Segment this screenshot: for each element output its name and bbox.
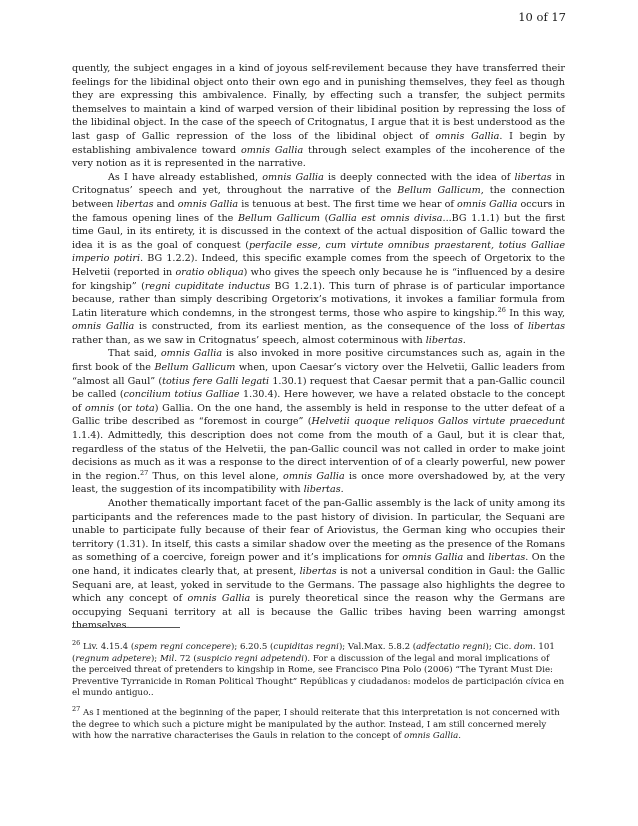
- text-run: As I have already established,: [108, 171, 263, 183]
- page-number: 10 of 17: [518, 10, 566, 24]
- footnote-marker: 27: [72, 705, 81, 714]
- body-paragraph: [72, 62, 565, 171]
- text-run: is constructed, from its earliest mention, as the consequence of the loss of: [134, 321, 528, 333]
- text-run: is not a universal condition in Gaul: the Gallic Sequani are, at least, yoked in servitude to the Germans. The passage also highlights the degree to which any concept of: [72, 565, 565, 605]
- text-run: .: [340, 484, 344, 496]
- text-run: 1.30.4). Here however, we have a related obstacle to the concept of: [72, 389, 565, 414]
- italic-text: omnis Gallia: [262, 171, 324, 183]
- text-run: As I mentioned at the beginning of the paper, I should reiterate that this interpretation is not concerned with the degree to which such a picture might be manipulated by the author. Instead, I am still concerned merely with how the narrative characterises the Gauls in relation to the concept of: [72, 707, 560, 742]
- italic-text: omnis Gallia: [240, 144, 304, 156]
- text-run: when, upon Caesar’s victory over the Helvetii, Gallic leaders from “almost all Gaul” (: [72, 362, 565, 387]
- text-run: is deeply connected with the idea of: [323, 171, 515, 183]
- italic-text: Gallia est omnis divisa: [328, 212, 443, 224]
- text-run: quently, the subject engages in a kind of joyous self-revilement because they have transferred their feelings for the libidinal object onto their own ego and in punishing themselves, they feel as though they are expressing this ambivalence. Finally, by effecting such a transfer, the subject permits themselves to maintain a kind of warped version of their libidinal position by repressing the loss of the libidinal object. In the case of the speech of Critognatus, I argue that it is best understood as the last gasp of Gallic repression of the loss of the libidinal object of: [72, 63, 565, 142]
- footnotes: [72, 639, 565, 751]
- text-run: in Critognatus’ speech and yet, throughout the narrative of the: [72, 171, 565, 197]
- footnote: [72, 639, 565, 700]
- text-run: That said,: [108, 348, 161, 360]
- italic-text: libertas: [299, 565, 337, 577]
- text-run: 101 (: [72, 642, 555, 664]
- text-run: 1.30.1) request that Caesar permit that a pan-Gallic council be called (: [72, 375, 565, 401]
- text-run: .: [458, 731, 461, 742]
- italic-text: omnis Gallia: [283, 470, 345, 482]
- text-run: 72 (: [176, 653, 197, 664]
- text-run: ...BG 1.1.1) but the first time Gaul, in its entirety, it is discussed in the context of the actual disposition of Gallic toward the idea it is as the goal of conquest (: [72, 212, 565, 251]
- text-run: occurs in the famous opening lines of the: [72, 198, 565, 224]
- text-run: ) who gives the speech only because he is “influenced by a desire for kingship” (: [72, 266, 565, 292]
- text-run: . On the one hand, it indicates clearly that, at present,: [72, 552, 566, 577]
- italic-text: regni cupiditate inductus: [144, 280, 271, 292]
- body-paragraph: [72, 171, 565, 348]
- footnote: [72, 705, 565, 743]
- italic-text: libertas: [527, 321, 565, 333]
- italic-text: omnis Gallia: [456, 198, 518, 210]
- italic-text: omnis Gallia: [187, 593, 251, 605]
- italic-text: concilium totius Galliae: [123, 389, 240, 401]
- italic-text: libertas: [303, 484, 341, 496]
- italic-text: perfacile esse, cum virtute omnibus praestarent, totius Galliae imperio potiri.: [72, 239, 565, 265]
- text-run: ); 6.20.5 (: [230, 642, 274, 652]
- text-run: , the connection between: [72, 185, 565, 210]
- italic-text: omnis Gallia: [435, 130, 500, 142]
- italic-text: dom.: [514, 642, 536, 652]
- text-run: BG 1.2.2). Indeed, this specific example comes from the speech of Orgetorix to the Helvetii (reported in: [72, 253, 565, 278]
- text-run: );: [150, 653, 160, 664]
- italic-text: libertas: [425, 334, 463, 346]
- text-run: ). For a discussion of the legal and moral implications of the perceived threat of pretenders to kingship in Rome, see Francisco Pina Polo (2006) “The Tyrant Must Die: Preventive Tyrranicide in Roman Political Thought” Repúblicas y ciudadanos: modelos de participación cívica en el mundo antiguo..: [72, 653, 565, 699]
- text-run: ); Val.Max. 5.8.2 (: [338, 642, 417, 652]
- italic-text: tota: [135, 402, 155, 414]
- text-run: rather than, as we saw in Critognatus’ speech, almost coterminous with: [72, 334, 426, 346]
- text-run: Thus, on this level alone,: [148, 470, 284, 482]
- italic-text: adfectatio regni: [416, 642, 486, 652]
- italic-text: libertas: [514, 171, 552, 183]
- text-run: is tenuous at best. The first time we hear of: [238, 198, 457, 210]
- text-run: Another thematically important facet of the pan-Gallic assembly is the lack of unity among its participants and the references made to the past history of division. In particular, the Sequani are unable to participate fully because of their fear of Ariovistus, the German king who occupies their territory (1.31). In itself, this casts a similar shadow over the meeting as the presence of the Romans as something of a coercive, foreign power and it’s implications for: [72, 498, 565, 564]
- italic-text: libertas: [116, 198, 154, 210]
- italic-text: spem regni concepere: [134, 642, 231, 652]
- text-run: BG 1.2.1). This turn of phrase is of particular importance because, rather than simply describing Orgetorix’s motivations, it invokes a familiar formula from Latin literature which condemns, in the strongest terms, those who aspire to kingship.: [72, 280, 565, 319]
- text-run: is purely theoretical since the reason why the Germans are occupying Sequani territory at all is because the Gallic tribes having been warring amongst themselves.: [72, 593, 565, 632]
- text-run: . I begin by establishing ambivalence toward: [72, 130, 565, 156]
- italic-text: omnis Gallia: [402, 552, 464, 564]
- text-run: .: [462, 334, 466, 346]
- italic-text: Helvetii quoque reliquos Gallos virtute praecedunt: [311, 416, 565, 428]
- body-paragraph: [72, 347, 565, 497]
- italic-text: totius fere Galli legati: [162, 375, 270, 387]
- text-run: is once more overshadowed by, at the very least, the suggestion of its incompatibility with: [72, 470, 565, 496]
- body-paragraph: [72, 497, 565, 633]
- italic-text: omnis Gallia: [404, 731, 459, 742]
- italic-text: Bellum Gallicum: [154, 362, 236, 374]
- footnote-marker: 27: [140, 468, 149, 477]
- text-run: (: [320, 212, 329, 224]
- text-run: (or: [114, 402, 136, 414]
- text-run: Liv. 4.15.4 (: [80, 642, 135, 652]
- footnote-marker: 26: [72, 639, 81, 648]
- footnote-marker: 26: [497, 305, 506, 314]
- text-run: ) Gallia. On the one hand, the assembly is held in response to the utter defeat of a Gallic tribe described as “foremost in courge” (: [72, 402, 565, 428]
- text-run: ); Cic.: [485, 642, 515, 652]
- italic-text: regnum adpetere: [75, 653, 151, 664]
- italic-text: Mil.: [159, 653, 177, 664]
- italic-text: suspicio regni adpetendi: [196, 653, 305, 664]
- body-text: [72, 62, 565, 633]
- text-run: is also invoked in more positive circumstances such as, again in the first book of the: [72, 348, 566, 374]
- footnote-rule: [72, 627, 180, 628]
- italic-text: omnis Gallia: [160, 348, 223, 360]
- italic-text: omnis: [85, 402, 115, 414]
- italic-text: omnis Gallia: [72, 321, 135, 333]
- text-run: 1.1.4). Admittedly, this description does not come from the mouth of a Gaul, but it is clear that, regardless of the status of the Helvetii, the pan-Gallic council was not called in order to make joint decisions as much as it was a response to the direct intervention of of a clearly powerful, new power in the region.: [72, 430, 565, 482]
- italic-text: Bellum Gallicum: [237, 212, 321, 224]
- text-run: through select examples of the incoherence of the very notion as it is represented in the narrative.: [72, 144, 566, 170]
- italic-text: omnis Gallia: [177, 198, 239, 210]
- italic-text: cupiditas regni: [273, 642, 339, 652]
- italic-text: Bellum Gallicum: [397, 185, 481, 197]
- text-run: In this way,: [505, 307, 565, 319]
- text-run: and: [463, 552, 489, 564]
- italic-text: oratio obliqua: [175, 266, 244, 278]
- text-run: and: [153, 198, 178, 210]
- italic-text: libertas: [488, 552, 526, 564]
